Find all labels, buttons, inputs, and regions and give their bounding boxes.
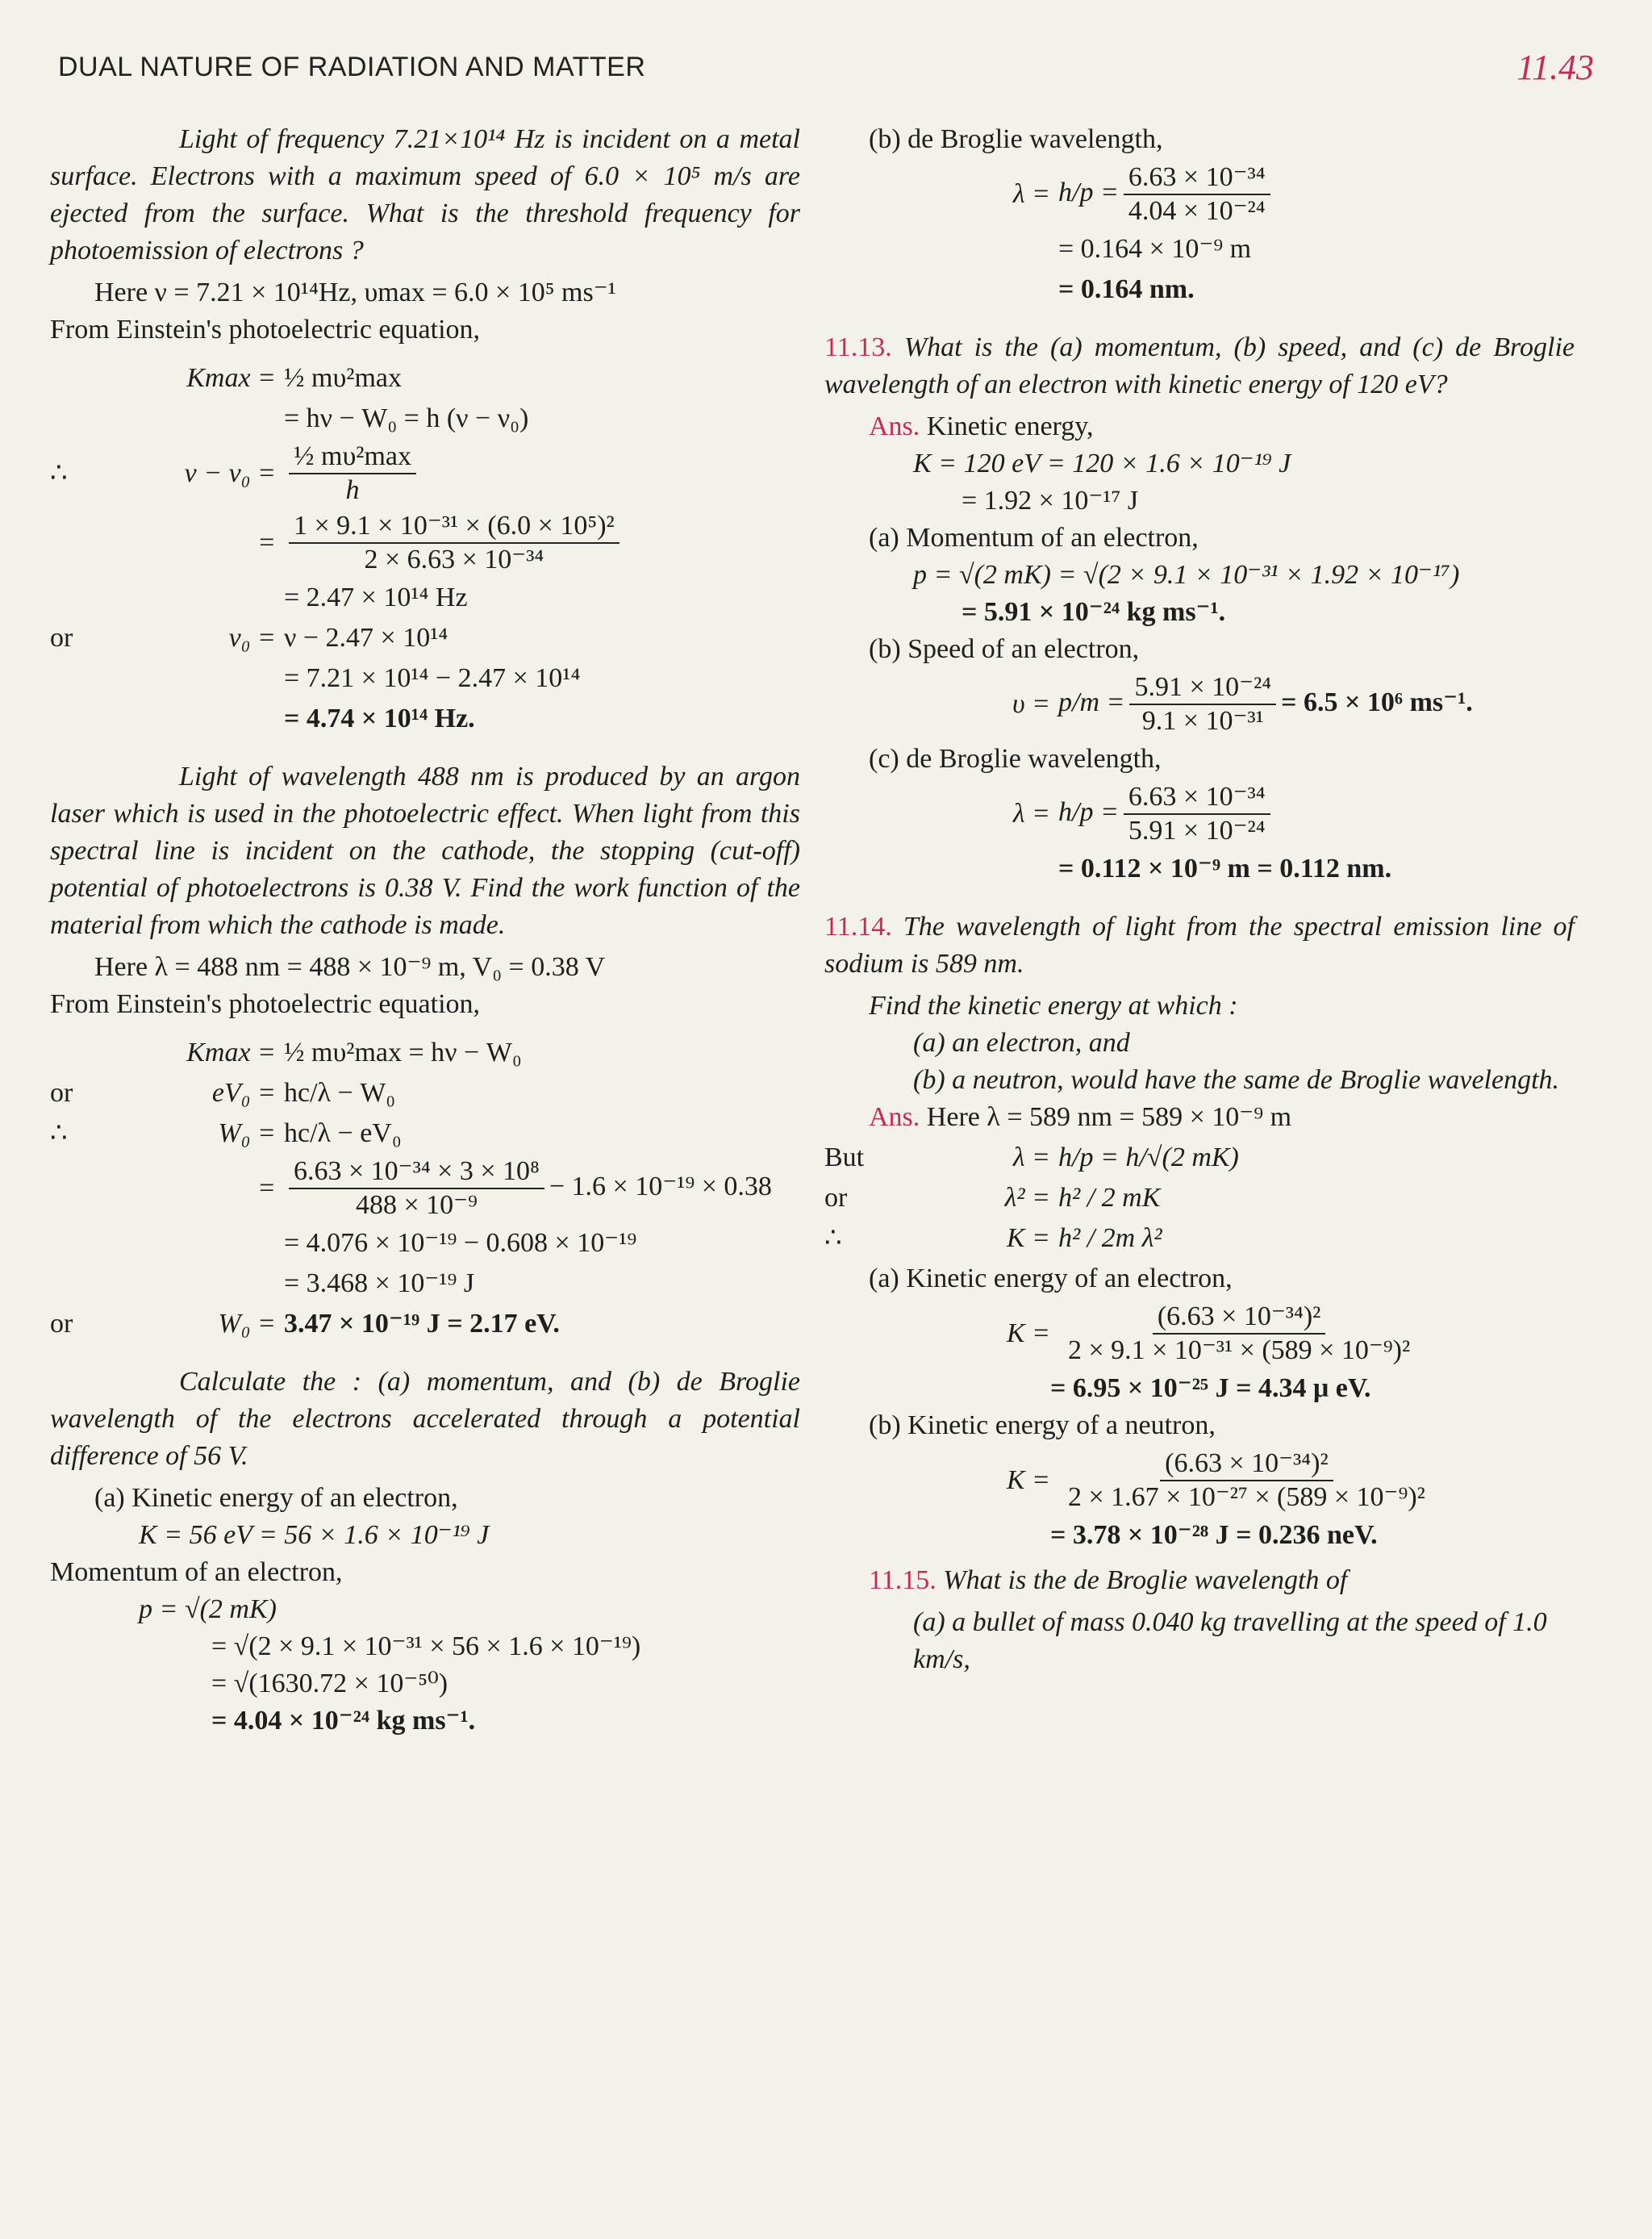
fraction: $\frac{\text{6.63 × 10⁻³⁴}}{\text{4.04 × 10⁻²⁴}}$ <box>1124 161 1270 228</box>
part-c-label: (c) de Broglie wavelength, <box>869 744 1162 774</box>
equation-line: or W₀ = 3.47 × 10⁻¹⁹ J = 2.17 eV. <box>50 1305 800 1343</box>
part-a-label: (a) Momentum of an electron, <box>869 523 1199 553</box>
equation-line: p = √(2 mK) <box>139 1594 277 1624</box>
given-values: Here ν = 7.21 × 10¹⁴Hz, υmax = 6.0 × 10⁵ ms⁻¹ <box>94 278 616 307</box>
answer-wavelength: = 0.112 × 10⁻⁹ m = 0.112 nm. <box>1058 854 1392 883</box>
answer-intro: Ans. Here λ = 589 nm = 589 × 10⁻⁹ m <box>869 1102 1292 1132</box>
equation-line <box>50 700 800 737</box>
equation-line: = 7.21 × 10¹⁴ − 2.47 × 10¹⁴ <box>284 663 581 693</box>
right-column <box>824 121 1575 1678</box>
equation-line: K = 56 eV = 56 × 1.6 × 10⁻¹⁹ J <box>139 1520 490 1550</box>
answer-neutron-energy: = 3.78 × 10⁻²⁸ J = 0.236 neV. <box>1050 1520 1378 1550</box>
question-11-15: 11.15. What is the de Broglie wavelength of <box>869 1565 1348 1595</box>
find-prompt: Find the kinetic energy at which : <box>869 991 1238 1021</box>
equation-line: K = $\frac{\text{(6.63 × 10⁻³⁴)²}}{\text{2 × 1.67 × 10⁻²⁷ × (589 × 10⁻⁹)²}}$ <box>824 1447 1575 1514</box>
einstein-intro: From Einstein's photoelectric equation, <box>50 989 481 1019</box>
answer-momentum: = 5.91 × 10⁻²⁴ kg ms⁻¹. <box>962 597 1226 627</box>
equation-line: or ν₀ = ν − 2.47 × 10¹⁴ <box>50 623 448 653</box>
answer-threshold-frequency: = 4.74 × 10¹⁴ Hz. <box>284 704 475 733</box>
question-accelerated-electrons: Calculate the : (a) momentum, and (b) de Broglie wavelength of the electrons accelerated through a potential difference of 56 V. <box>50 1367 800 1471</box>
equation-line: = 2.47 × 10¹⁴ Hz <box>284 583 468 612</box>
part-b-label: (b) Kinetic energy of a neutron, <box>869 1410 1216 1440</box>
equation-line: K = 120 eV = 120 × 1.6 × 10⁻¹⁹ J <box>913 449 1291 478</box>
part-b-label: (b) Speed of an electron, <box>869 634 1140 664</box>
answer-intro: Ans. Kinetic energy, <box>869 411 1094 441</box>
question-11-14: 11.14. The wavelength of light from the spectral emission line of sodium is 589 nm. <box>824 912 1575 979</box>
equation-line: = 4.076 × 10⁻¹⁹ − 0.608 × 10⁻¹⁹ <box>284 1228 637 1258</box>
momentum-label: Momentum of an electron, <box>50 1557 343 1587</box>
answer-work-function: 3.47 × 10⁻¹⁹ J = 2.17 eV. <box>284 1309 560 1339</box>
part-a-label: (a) Kinetic energy of an electron, <box>94 1483 458 1513</box>
page-header <box>58 47 1594 95</box>
question-number: 11.14. <box>824 912 892 942</box>
page-number: 11.43 <box>1516 48 1594 87</box>
fraction: $\frac{\text{6.63 × 10⁻³⁴ × 3 × 10⁸}}{\text{488 × 10⁻⁹}}$ <box>289 1155 544 1222</box>
equation-line: λ = h/p = $\frac{\text{6.63 × 10⁻³⁴}}{\text{4.04 × 10⁻²⁴}}$ <box>824 161 1575 228</box>
fraction: $\frac{\text{(6.63 × 10⁻³⁴)²}}{\text{2 × 1.67 × 10⁻²⁷ × (589 × 10⁻⁹)²}}$ <box>1068 1448 1425 1512</box>
option-b: (b) a neutron, would have the same de Broglie wavelength. <box>913 1065 1560 1095</box>
equation-line: p = √(2 mK) = √(2 × 9.1 × 10⁻³¹ × 1.92 × 10⁻¹⁷) <box>913 560 1460 590</box>
equation-line: ∴ ν − ν₀ = $\frac{\text{½ mυ²max}}{h}$ <box>50 441 800 507</box>
equation-line: Kmax = ½ mυ²max <box>186 363 403 393</box>
equation-line: Kmax = ½ mυ²max = hν − W₀ <box>186 1038 522 1067</box>
part-b-label: (b) de Broglie wavelength, <box>869 124 1163 154</box>
einstein-intro: From Einstein's photoelectric equation, <box>50 315 481 345</box>
equation-line: ∴ K = h² / 2m λ² <box>824 1223 1162 1253</box>
equation-line: K = $\frac{\text{(6.63 × 10⁻³⁴)²}}{\text{2 × 9.1 × 10⁻³¹ × (589 × 10⁻⁹)²}}$ <box>824 1301 1575 1367</box>
chapter-title: DUAL NATURE OF RADIATION AND MATTER <box>58 52 646 82</box>
answer-momentum: = 4.04 × 10⁻²⁴ kg ms⁻¹. <box>211 1706 476 1736</box>
question-frequency: Light of frequency 7.21×10¹⁴ Hz is incident on a metal surface. Electrons with a maximum speed of 6.0 × 10⁵ m/s are ejected from the surface. What is the threshold frequency for photoemission of electrons ? <box>50 124 800 265</box>
equation-line <box>824 850 1575 888</box>
fraction: $\frac{\text{½ mυ²max}}{h}$ <box>289 441 416 507</box>
equation-line: λ = h/p = $\frac{\text{6.63 × 10⁻³⁴}}{\text{5.91 × 10⁻²⁴}}$ <box>824 781 1575 847</box>
given-values: Here λ = 488 nm = 488 × 10⁻⁹ m, V₀ = 0.38 V <box>94 952 606 982</box>
option-a: (a) a bullet of mass 0.040 kg travelling at the speed of 1.0 km/s, <box>913 1607 1547 1674</box>
equation-line: ∴ W₀ = hc/λ − eV₀ <box>50 1118 402 1148</box>
answer-speed: = 6.5 × 10⁶ ms⁻¹. <box>1281 687 1473 717</box>
left-column <box>50 121 800 1740</box>
question-number: 11.13. <box>824 332 892 362</box>
equation-line: or λ² = h² / 2 mK <box>824 1183 1161 1213</box>
answer-de-broglie: = 0.164 nm. <box>1058 274 1195 304</box>
equation-line: = $\frac{\text{1 × 9.1 × 10⁻³¹ × (6.0 × 10⁵)²}}{\text{2 × 6.63 × 10⁻³⁴}}$ <box>50 510 800 576</box>
question-argon-laser: Light of wavelength 488 nm is produced by an argon laser which is used in the photoelectric effect. When light from this spectral line is incident on the cathode, the stopping (cut-off) potential of photoelectrons is 0.38 V. Find the work function of the material from which the cathode is made. <box>50 762 800 940</box>
equation-line: or eV₀ = hc/λ − W₀ <box>50 1078 396 1108</box>
equation-line: = $\frac{\text{6.63 × 10⁻³⁴ × 3 × 10⁸}}{\text{488 × 10⁻⁹}}$ − 1.6 × 10⁻¹⁹ × 0.38 <box>257 1156 772 1220</box>
part-a-label: (a) Kinetic energy of an electron, <box>869 1264 1233 1293</box>
equation-line: = √(1630.72 × 10⁻⁵⁰) <box>211 1669 448 1698</box>
question-11-13: 11.13. What is the (a) momentum, (b) speed, and (c) de Broglie wavelength of an electron with kinetic energy of 120 eV? <box>824 332 1575 399</box>
fraction: $\frac{\text{1 × 9.1 × 10⁻³¹ × (6.0 × 10⁵)²}}{\text{2 × 6.63 × 10⁻³⁴}}$ <box>289 510 620 576</box>
fraction: $\frac{\text{(6.63 × 10⁻³⁴)²}}{\text{2 × 9.1 × 10⁻³¹ × (589 × 10⁻⁹)²}}$ <box>1068 1301 1411 1365</box>
equation-line <box>824 271 1575 308</box>
equation-line: = hν − W₀ = h (ν − ν₀) <box>284 403 529 433</box>
answer-electron-energy: = 6.95 × 10⁻²⁵ J = 4.34 μ eV. <box>1050 1373 1371 1403</box>
equation-line: = 0.164 × 10⁻⁹ m <box>1058 234 1252 264</box>
equation-line: = 1.92 × 10⁻¹⁷ J <box>962 486 1139 516</box>
option-a: (a) an electron, and <box>913 1028 1130 1058</box>
fraction: $\frac{\text{5.91 × 10⁻²⁴}}{\text{9.1 × 10⁻³¹}}$ <box>1129 671 1276 737</box>
fraction: $\frac{\text{6.63 × 10⁻³⁴}}{\text{5.91 × 10⁻²⁴}}$ <box>1124 781 1270 847</box>
equation-line: υ = p/m = $\frac{\text{5.91 × 10⁻²⁴}}{\text{9.1 × 10⁻³¹}}$ = 6.5 × 10⁶ ms⁻¹. <box>1012 672 1473 736</box>
equation-line: = √(2 × 9.1 × 10⁻³¹ × 56 × 1.6 × 10⁻¹⁹) <box>211 1631 641 1661</box>
equation-line: = 3.468 × 10⁻¹⁹ J <box>284 1268 475 1298</box>
question-number: 11.15. <box>869 1565 937 1595</box>
equation-line: But λ = h/p = h/√(2 mK) <box>824 1142 1239 1172</box>
